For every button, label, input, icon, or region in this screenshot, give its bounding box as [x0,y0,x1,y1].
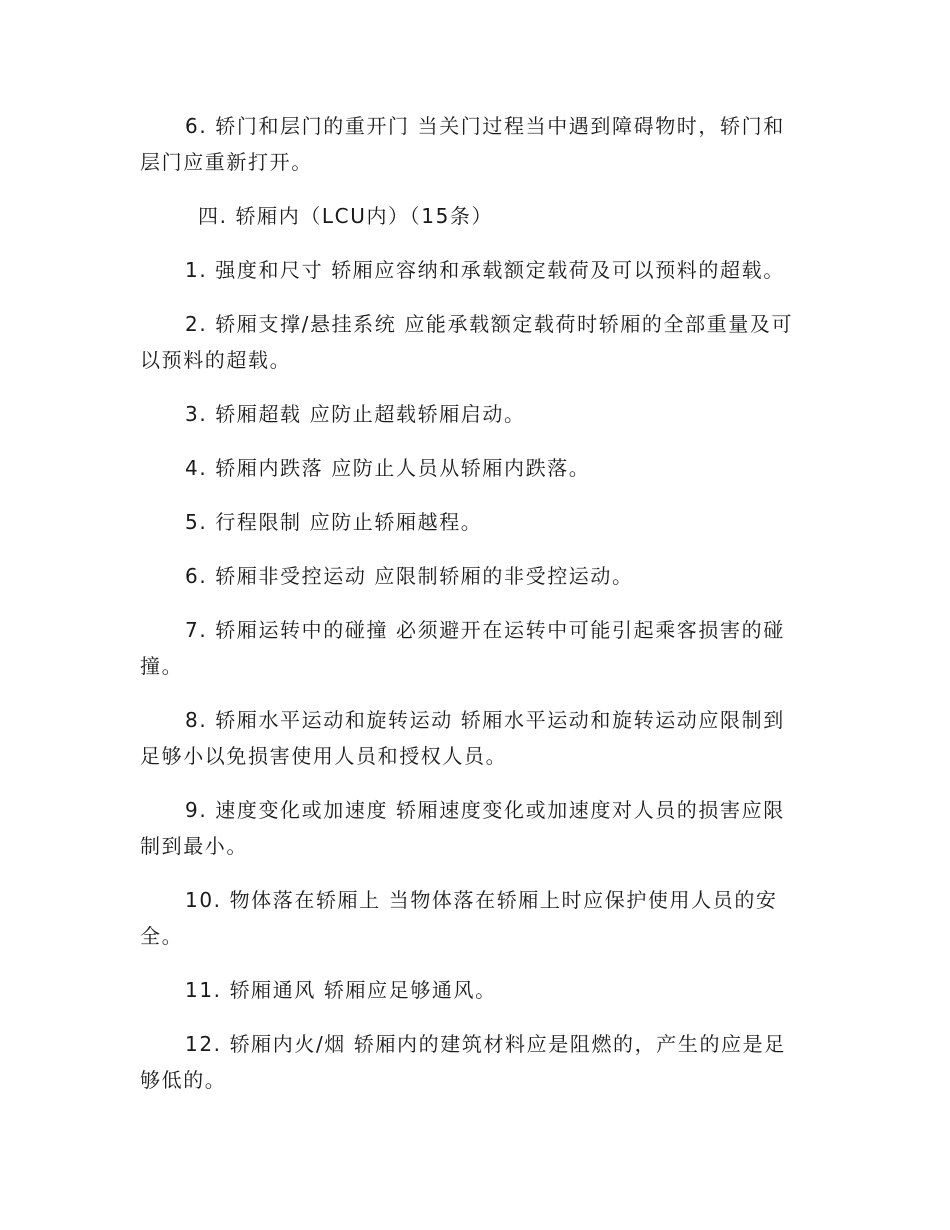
paragraph-uncontrolled-motion: 6. 轿厢非受控运动 应限制轿厢的非受控运动。 [185,564,634,588]
paragraph-horizontal-rotation: 8. 轿厢水平运动和旋转运动 轿厢水平运动和旋转运动应限制到足够小以免损害使用人员和授权人员。 [140,708,785,768]
document-body [140,108,802,1116]
paragraph-fall-prevention: 4. 轿厢内跌落 应防止人员从轿厢内跌落。 [185,456,591,480]
paragraph-travel-limit: 5. 行程限制 应防止轿厢越程。 [185,510,483,534]
section-heading-car-interior: 四. 轿厢内（LCU内）（15条） [198,204,494,228]
paragraph-strength-dimensions: 1. 强度和尺寸 轿厢应容纳和承载额定载荷及可以预料的超载。 [185,258,785,282]
paragraph-ventilation: 11. 轿厢通风 轿厢应足够通风。 [185,978,497,1002]
paragraph-collision: 7. 轿厢运转中的碰撞 必须避开在运转中可能引起乘客损害的碰撞。 [140,618,785,678]
paragraph-suspension-system: 2. 轿厢支撑/悬挂系统 应能承载额定载荷时轿厢的全部重量及可以预料的超载。 [140,312,794,372]
paragraph-fire-smoke: 12. 轿厢内火/烟 轿厢内的建筑材料应是阻燃的，产生的应是足够低的。 [140,1032,786,1092]
paragraph-acceleration: 9. 速度变化或加速度 轿厢速度变化或加速度对人员的损害应限制到最小。 [140,798,785,858]
paragraph-door-reopen: 6. 轿门和层门的重开门 当关门过程当中遇到障碍物时，轿门和层门应重新打开。 [140,114,785,174]
paragraph-car-overload: 3. 轿厢超载 应防止超载轿厢启动。 [185,402,526,426]
paragraph-falling-objects: 10. 物体落在轿厢上 当物体落在轿厢上时应保护使用人员的安全。 [140,888,778,948]
